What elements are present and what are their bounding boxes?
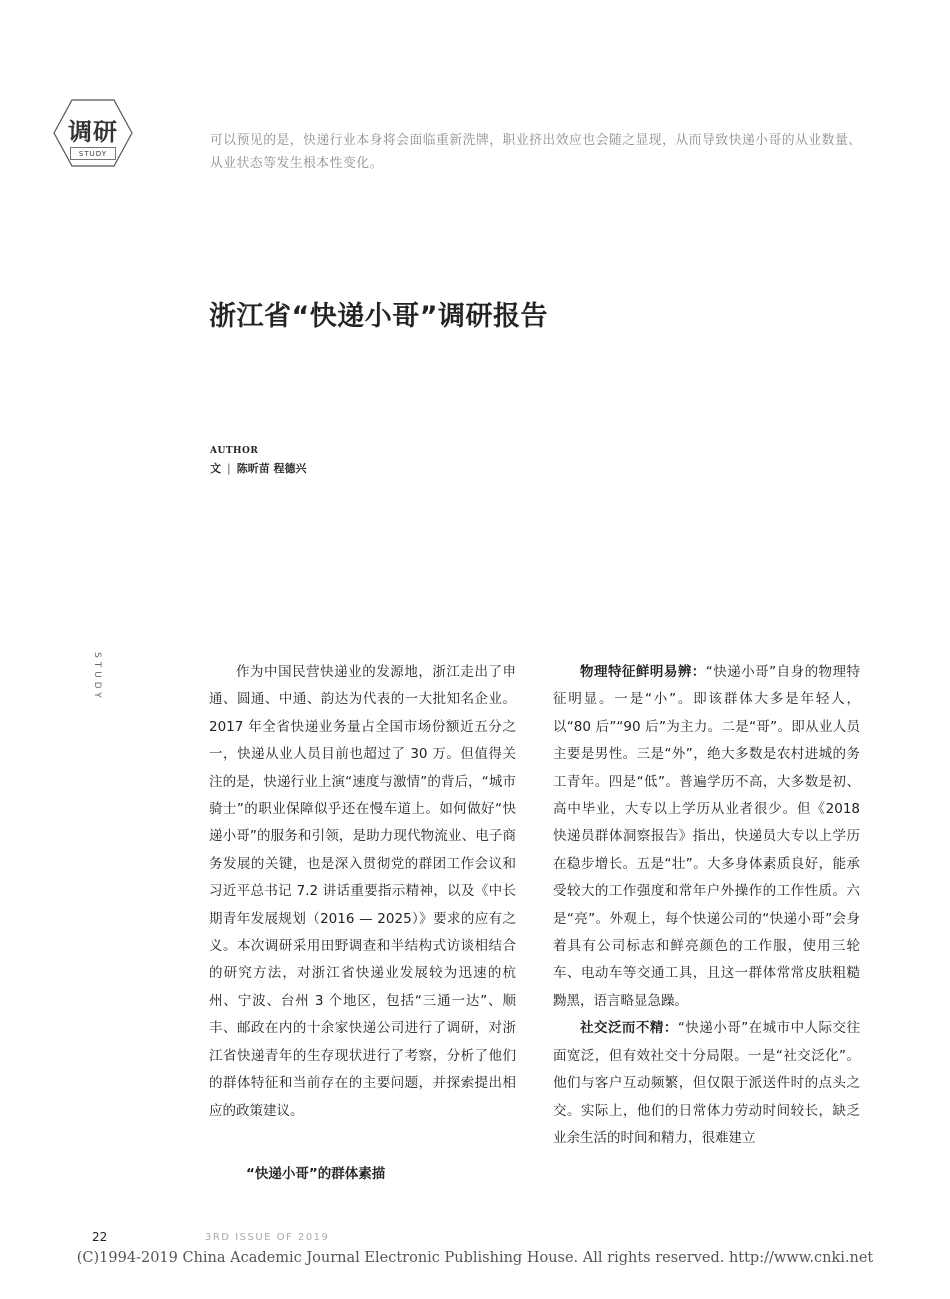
body-paragraph: 作为中国民营快递业的发源地，浙江走出了申通、圆通、中通、韵达为代表的一大批知名企业。2017 年全省快递业务量占全国市场份额近五分之一，快递从业人员目前也超过了 30 万。但值得关注的是，快递行业上演“速度与激情”的背后，“城市骑士”的职业保障似乎还在慢车道上。如何做好“快递小哥”的服务和引领，是助力现代物流业、电子商务发展的关键，也是深入贯彻党的群团工作会议和习近平总书记 7.2 讲话重要指示精神，以及《中长期青年发展规划（2016 — 2025）》要求的应有之义。本次调研采用田野调查和半结构式访谈相结合的研究方法，对浙江省快递业发展较为迅速的杭州、宁波、台州 3 个地区，包括“三通一达”、顺丰、邮政在内的十余家快递公司进行了调研，对浙江省快递青年的生存现状进行了考察，分析了他们的群体特征和当前存在的主要问题，并探索提出相应的政策建议。 — [209, 664, 516, 1119]
author-label: AUTHOR — [210, 446, 259, 456]
article-title: 浙江省“快递小哥”调研报告 — [209, 301, 548, 332]
paragraph-lead: 社交泛而不精： — [580, 1020, 678, 1037]
badge-subtitle: STUDY — [70, 147, 116, 160]
body-paragraph — [553, 659, 860, 1015]
section-subheading: “快递小哥”的群体素描 — [246, 1166, 386, 1182]
side-section-label: STUDY — [92, 652, 102, 702]
paragraph-text: “快递小哥”自身的物理特征明显。一是“小”。即该群体大多是年轻人，以“80 后”“90 后”为主力。二是“哥”。即从业人员主要是男性。三是“外”，绝大多数是农村进城的务工青年。四是“低”。普遍学历不高，大多数是初、高中毕业，大专以上学历从业者很少。但《2018 快递员群体洞察报告》指出，快递员大专以上学历在稳步增长。五是“壮”。大多身体素质良好，能承受较大的工作强度和常年户外操作的工作性质。六是“亮”。外观上，每个快递公司的“快递小哥”会身着具有公司标志和鲜亮颜色的工作服，使用三轮车、电动车等交通工具，且这一群体常常皮肤粗糙黝黑，语言略显急躁。 — [553, 664, 860, 1009]
paragraph-text: “快递小哥”在城市中人际交往面宽泛，但有效社交十分局限。一是“社交泛化”。他们与客户互动频繁，但仅限于派送件时的点头之交。实际上，他们的日常体力劳动时间较长，缺乏业余生活的时间和精力，很难建立 — [553, 1020, 860, 1146]
body-column-right — [553, 659, 860, 1152]
author-separator: | — [227, 462, 231, 475]
article-lede: 可以预见的是，快递行业本身将会面临重新洗牌，职业挤出效应也会随之显现，从而导致快递小哥的从业数量、从业状态等发生根本性变化。 — [210, 133, 862, 171]
body-column-left — [209, 659, 516, 1125]
copyright-footer: (C)1994-2019 China Academic Journal Electronic Publishing House. All rights reserved. http://www.cnki.net — [76, 1250, 874, 1266]
page-number: 22 — [92, 1230, 108, 1244]
body-paragraph — [553, 1015, 860, 1152]
author-line — [210, 460, 307, 476]
issue-label: 3RD ISSUE OF 2019 — [205, 1232, 330, 1243]
author-prefix: 文 — [210, 462, 221, 475]
paragraph-lead: 物理特征鲜明易辨： — [580, 664, 706, 680]
section-badge — [52, 98, 134, 168]
author-names: 陈昕苗 程德兴 — [236, 462, 307, 475]
badge-title: 调研 — [68, 117, 118, 146]
